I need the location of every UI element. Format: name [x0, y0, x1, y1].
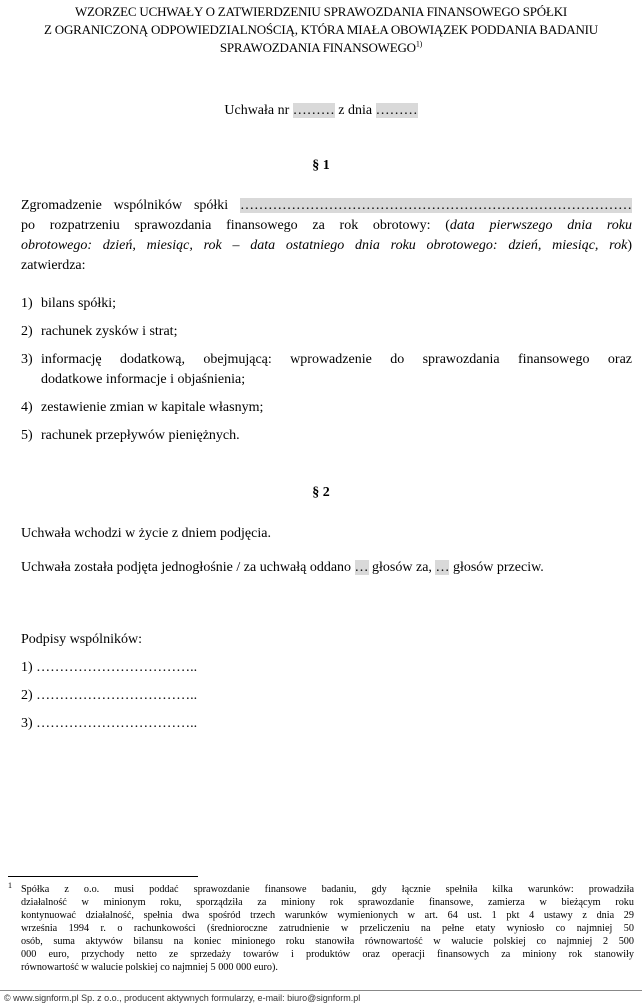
footnote-ref[interactable]: 1)	[415, 39, 423, 49]
resolution-label: Uchwała nr	[224, 103, 290, 118]
copyright-footer: © www.signform.pl Sp. z o.o., producent aktywnych formularzy, e-mail: biuro@signform.pl	[4, 993, 361, 1003]
fiscal-year-line-2: obrotowego: dzień, miesiąc, rok – data ostatniego dnia roku obrotowego: dzień, miesiąc, rok)	[21, 238, 632, 253]
resolution-date-field[interactable]: ………	[375, 103, 418, 118]
title-line-3: SPRAWOZDANIA FINANSOWEGO$^{1)}$	[219, 39, 423, 55]
signature-line[interactable]: 3) ……………………………..	[21, 716, 198, 731]
signature-line[interactable]: 1) ……………………………..	[21, 660, 198, 675]
footnote-mark: 1	[8, 881, 12, 890]
votes-for-field[interactable]: …	[354, 560, 369, 575]
list-item: 5) rachunek przepływów pieniężnych.	[21, 428, 240, 443]
approves-text: zatwierdza:	[21, 258, 86, 273]
section-1-title: § 1	[312, 158, 330, 173]
fiscal-year-line-1: po rozpatrzeniu sprawozdania finansowego za rok obrotowy: (data pierwszego dnia roku	[21, 218, 632, 233]
effective-date-text: Uchwała wchodzi w życie z dniem podjęcia.	[21, 526, 271, 541]
section-1-body	[21, 196, 632, 276]
footnote-divider	[8, 876, 198, 877]
resolution-number-field[interactable]: ………	[292, 103, 335, 118]
resolution-date-label: z dnia	[338, 103, 373, 118]
resolution-heading	[0, 101, 642, 121]
title-line-1: WZORZEC UCHWAŁY O ZATWIERDZENIU SPRAWOZDANIA FINANSOWEGO SPÓŁKI	[74, 4, 568, 19]
section-2-title: § 2	[312, 485, 330, 500]
votes-against-field[interactable]: …	[435, 560, 450, 575]
list-item: 1) bilans spółki;	[21, 296, 117, 311]
title-line-2: Z OGRANICZONĄ ODPOWIEDZIALNOŚCIĄ, KTÓRA MIAŁA OBOWIĄZEK PODDANIA BADANIU	[44, 22, 598, 37]
intro-line: Zgromadzenie wspólników spółki …………………………………………………………………………	[21, 198, 632, 213]
company-name-field[interactable]: …………………………………………………………………………	[240, 198, 632, 213]
list-item: 3) informację dodatkową, obejmującą: wprowadzenie do sprawozdania finansowego oraz dodatkowe informacje i objaśnienia;	[21, 352, 632, 387]
signature-line[interactable]: 2) ……………………………..	[21, 688, 198, 703]
list-item: 4) zestawienie zmian w kapitale własnym;	[21, 400, 264, 415]
document-title	[0, 3, 642, 57]
signatures-label: Podpisy wspólników:	[21, 632, 142, 647]
bottom-divider	[0, 990, 642, 991]
footnote-text: Spółka z o.o. musi poddać sprawozdanie finansowe badaniu, gdy łącznie spełniła kilka warunków: prowadziła działalność w minionym roku, sporządziła za miniony rok sprawozdanie finansowe, zamierza w bieżącym roku kontynuować działalność, spełnia dwa spośród trzech warunków wymienionych w art. 64 ust. 1 pkt 4 ustawy z dnia 29 września 1994 r. o rachunkowości (średnioroczne zatrudnienie w przeliczeniu na pełne etaty wyniosło co najmniej 50 osób, suma aktywów bilansu na koniec minionego roku stanowiła równowartość w walucie polskiej co najmniej 2 500 000 euro, przychody netto ze sprzedaży towarów i produktów oraz operacji finansowych za miniony rok stanowiły równowartość w walucie polskiej co najmniej 5 000 000 euro).	[21, 884, 634, 973]
list-item: 2) rachunek zysków i strat;	[21, 324, 178, 339]
vote-line: Uchwała została podjęta jednogłośnie / za uchwałą oddano … głosów za, … głosów przeciw.	[21, 560, 544, 575]
